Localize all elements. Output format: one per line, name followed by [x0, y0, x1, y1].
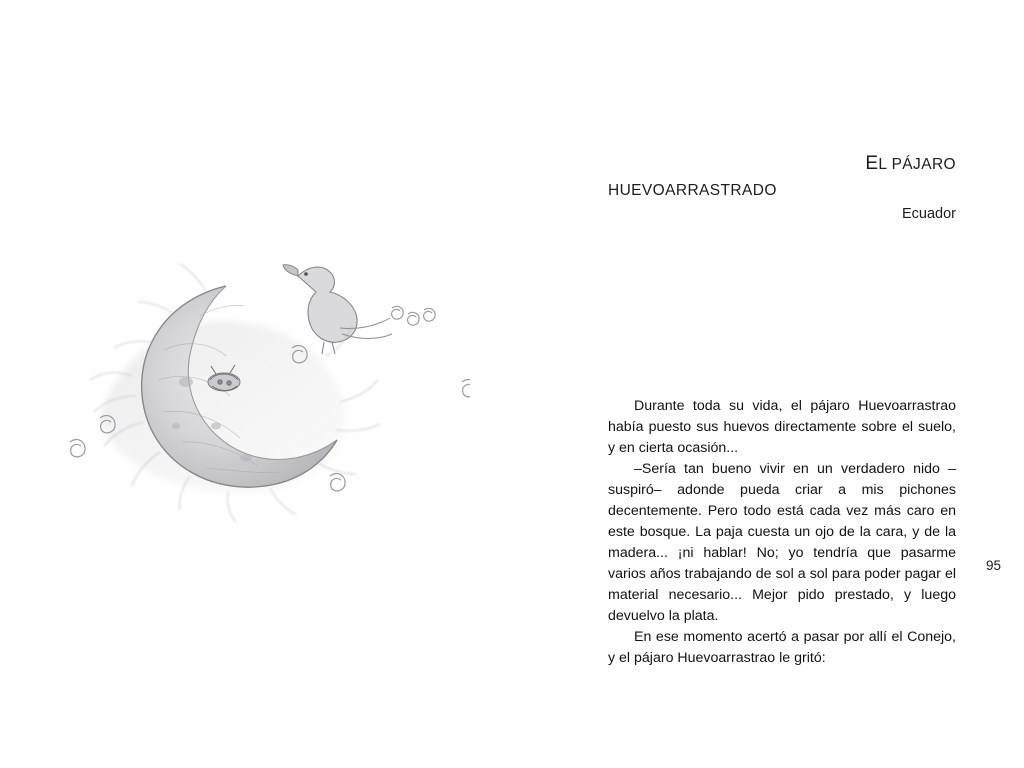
- title-country: Ecuador: [901, 205, 956, 222]
- illustration-figure: [40, 230, 470, 530]
- paragraph-1: Durante toda su vida, el pájaro Huevoarrastrao había puesto sus huevos directamente sobre el suelo, y en cierta ocasión...: [608, 398, 956, 457]
- page-number: 95: [986, 558, 1002, 573]
- paragraph-3: En ese momento acertó a pasar por allí el Conejo, y el pájaro Huevoarrastrao le gritó:: [608, 629, 956, 667]
- body-text: [608, 396, 956, 669]
- pencil-drawing-crescent-moon-with-bird: [40, 230, 470, 530]
- title-line-2: HUEVOARRASTRADO: [608, 181, 777, 199]
- title-drop-cap: E: [865, 153, 879, 174]
- title-block: [608, 150, 956, 226]
- title-line-1: [608, 150, 956, 179]
- chapter-heading: [608, 150, 956, 226]
- bird-figure: [283, 265, 392, 354]
- title-line-1-rest: L PÁJARO: [878, 156, 956, 173]
- paragraph-2: –Sería tan bueno vivir en un verdadero nido –suspiró– adonde pueda criar a mis pichones decentemente. Pero todo está cada vez más caro en este bosque. La paja cuesta un ojo de la cara, y de la madera... ¡ni hablar! No; yo tendría que pasarme varios años trabajando de sol a sol para poder pagar el material necesario... Mejor pido prestado, y luego devuelvo la plata.: [608, 461, 956, 625]
